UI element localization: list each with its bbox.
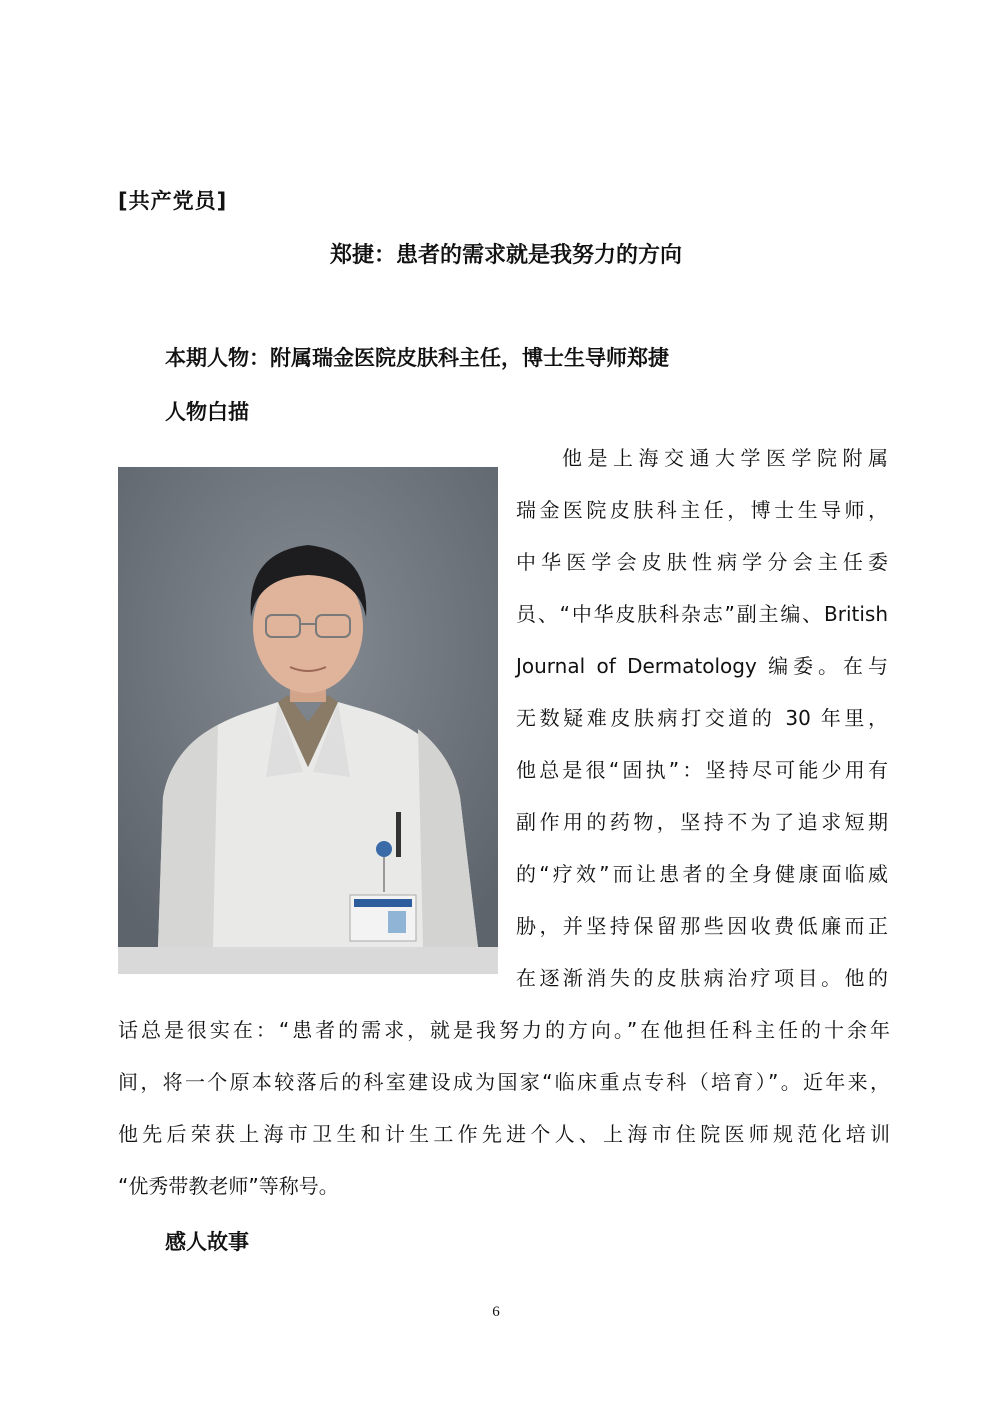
subsection-title-profile: 人物白描 [165, 400, 249, 424]
body-line: 中华医学会皮肤性病学分会主任委 [516, 550, 888, 574]
body-line: 他总是很“固执”：坚持尽可能少用有 [516, 758, 888, 782]
page-number: 6 [492, 1304, 500, 1320]
article-headline: 郑捷：患者的需求就是我努力的方向 [329, 243, 682, 268]
body-line: 员、“中华皮肤科杂志”副主编、British [516, 602, 888, 626]
body-line: 胁，并坚持保留那些因收费低廉而正 [516, 914, 888, 938]
portrait-illustration [118, 467, 498, 974]
body-line: 无数疑难皮肤病打交道的 30 年里， [516, 706, 888, 730]
body-line: 间，将一个原本较落后的科室建设成为国家“临床重点专科（培育）”。近年来， [118, 1070, 890, 1094]
body-line: 话总是很实在：“患者的需求，就是我努力的方向。”在他担任科主任的十余年 [118, 1018, 890, 1042]
body-line: 他是上海交通大学医学院附属 [562, 446, 888, 470]
subsection-title-story: 感人故事 [165, 1230, 249, 1254]
section-tag: [共产党员] [118, 189, 228, 213]
body-line: 他先后荣获上海市卫生和计生工作先进个人、上海市住院医师规范化培训 [118, 1122, 890, 1146]
body-line: “优秀带教老师”等称号。 [118, 1174, 339, 1198]
body-line: 瑞金医院皮肤科主任，博士生导师， [516, 498, 888, 522]
body-line: 在逐渐消失的皮肤病治疗项目。他的 [516, 966, 888, 990]
portrait-photo [118, 467, 498, 974]
featured-person-line: 本期人物：附属瑞金医院皮肤科主任，博士生导师郑捷 [165, 346, 669, 370]
body-line: 的“疗效”而让患者的全身健康面临威 [516, 862, 888, 886]
body-line: 副作用的药物，坚持不为了追求短期 [516, 810, 888, 834]
body-line: Journal of Dermatology 编委。在与 [516, 654, 888, 678]
